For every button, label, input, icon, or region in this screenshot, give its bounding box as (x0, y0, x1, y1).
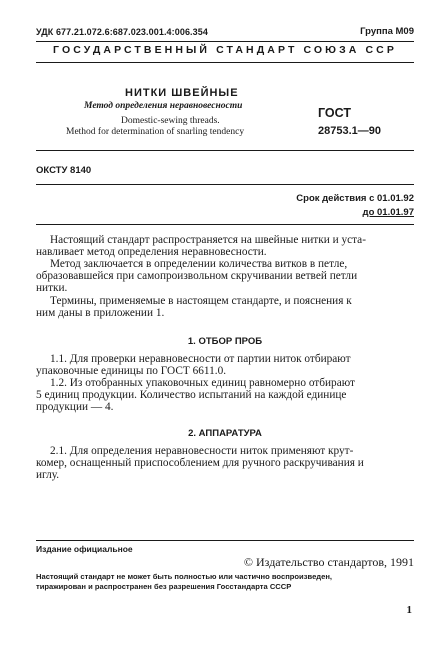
intro-p2-line3: нитки. (36, 282, 68, 294)
page-number: 1 (406, 604, 412, 616)
s2-p1-line1: 2.1. Для определения неравновесности ниток применяют крут- (50, 445, 354, 457)
intro-p2-line2: образовавшейся при самопроизвольном скручивании ветвей петли (36, 270, 358, 282)
intro-p1-line2: навливает метод определения неравновесности. (36, 246, 267, 258)
gost-label: ГОСТ (318, 106, 351, 120)
section-1-paragraph-2 (36, 377, 414, 413)
validity-to: до 01.01.97 (362, 207, 414, 218)
validity-from: Срок действия с 01.01.92 (296, 193, 414, 204)
header-rule-bottom (36, 62, 414, 63)
s2-p1-line3: иглу. (36, 469, 60, 481)
gost-number: 28753.1—90 (318, 125, 381, 137)
document-title: НИТКИ ШВЕЙНЫЕ (125, 87, 239, 99)
intro-p3-line1: Термины, применяемые в настоящем стандарте, и пояснения к (50, 295, 352, 307)
okstu-code: ОКСТУ 8140 (36, 165, 92, 176)
intro-p1-line1: Настоящий стандарт распространяется на швейные нитки и уста- (50, 234, 366, 246)
intro-p3-line2: ним даны в приложении 1. (36, 307, 165, 319)
validity-rule (36, 224, 414, 225)
intro-p2-line1: Метод заключается в определении количества витков в петле, (50, 258, 348, 270)
section-2-paragraph-1 (36, 445, 414, 481)
okstu-rule (36, 184, 414, 185)
s1-p1-line1: 1.1. Для проверки неравновесности от партии ниток отбирают (50, 353, 351, 365)
copyright-notice: © Издательство стандартов, 1991 (243, 555, 414, 569)
intro-paragraph-2 (36, 258, 414, 294)
english-title-line-1: Domestic-sewing threads. (121, 116, 220, 126)
footer-rule (36, 540, 414, 541)
section-1-paragraph-1 (36, 353, 414, 377)
s2-p1-line2: комер, оснащенный приспособлением для ручного раскручивания и (36, 457, 364, 469)
document-subtitle: Метод определения неравновесности (84, 101, 243, 111)
udk-code: УДК 677.21.072.6:687.023.001.4:006.354 (36, 27, 208, 37)
header-rule-top (36, 41, 414, 42)
reproduction-notice (36, 572, 416, 592)
organization-title: ГОСУДАРСТВЕННЫЙ СТАНДАРТ СОЮЗА ССР (53, 44, 397, 56)
intro-paragraph-1 (36, 234, 414, 258)
reproduction-notice-line2: тиражирован и распространен без разрешения Госстандарта СССР (36, 582, 292, 591)
section-1-heading: 1. ОТБОР ПРОБ (187, 336, 263, 347)
s1-p2-line1: 1.2. Из отобранных упаковочных единиц равномерно отбирают (50, 377, 355, 389)
s1-p1-line2: упаковочные единицы по ГОСТ 6611.0. (36, 365, 227, 377)
english-title-line-2: Method for determination of snarling tendency (66, 127, 245, 137)
s1-p2-line2: 5 единиц продукции. Количество испытаний на каждой единице (36, 389, 347, 401)
s1-p2-line3: продукции — 4. (36, 401, 114, 413)
title-block-rule (36, 150, 414, 151)
intro-paragraph-3 (36, 295, 414, 319)
reproduction-notice-line1: Настоящий стандарт не может быть полностью или частично воспроизведен, (36, 572, 333, 581)
group-code: Группа М09 (360, 26, 414, 37)
section-2-heading: 2. АППАРАТУРА (188, 428, 262, 439)
official-edition-label: Издание официальное (36, 544, 133, 554)
